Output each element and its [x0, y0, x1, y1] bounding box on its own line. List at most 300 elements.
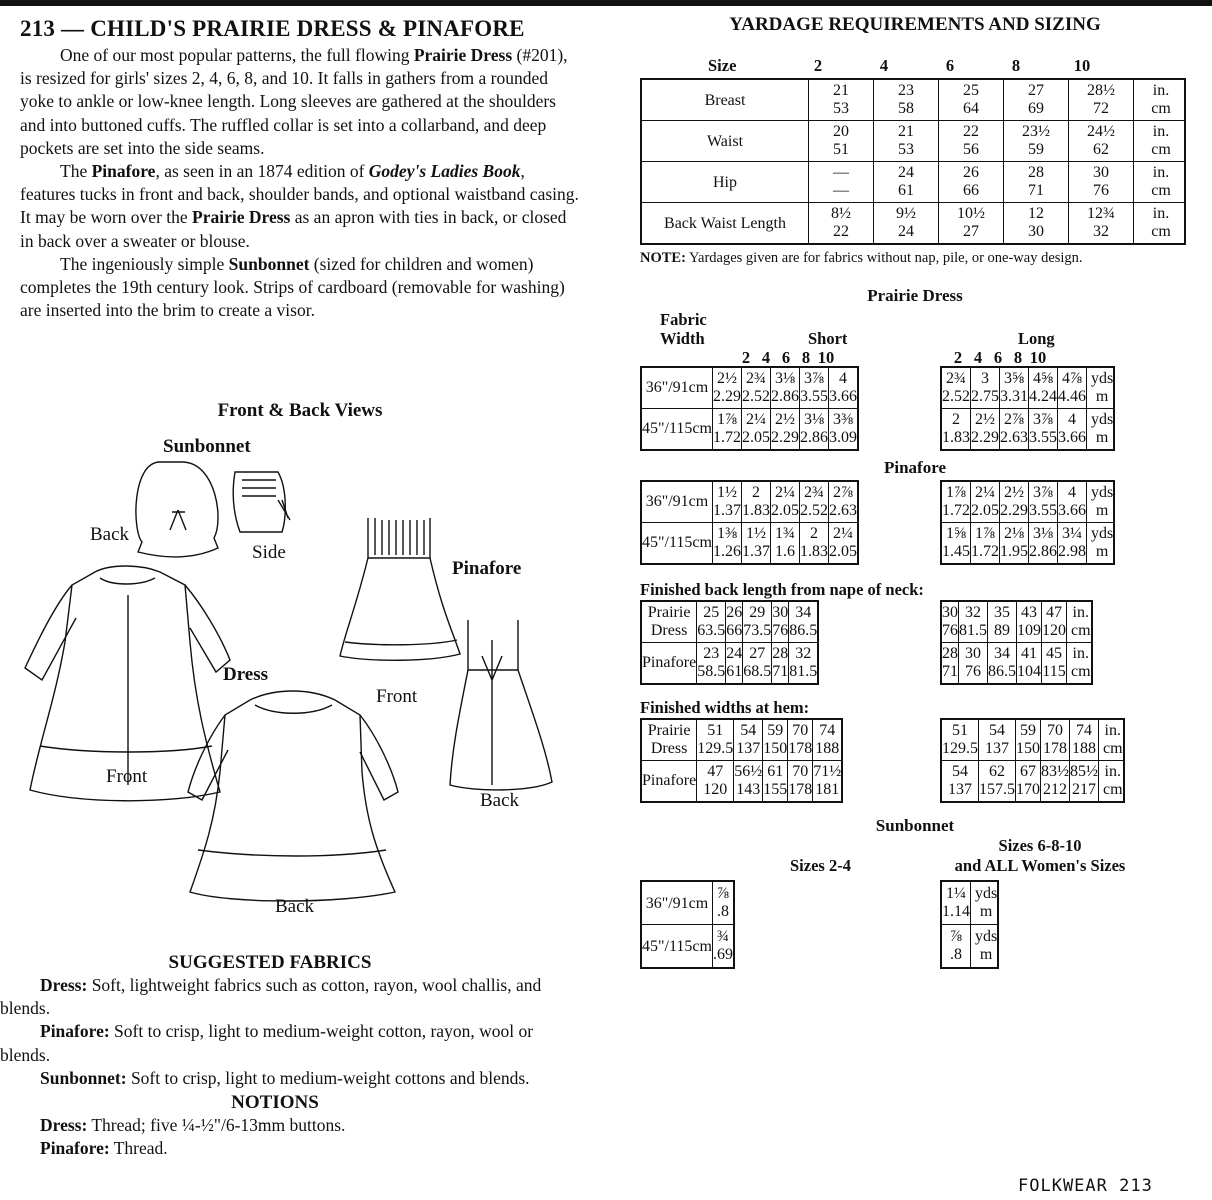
- dress-back-label: Back: [275, 896, 315, 917]
- value-a: 3: [981, 370, 989, 387]
- sizing-row: [641, 162, 1185, 203]
- yardage-cell: [772, 643, 789, 685]
- note-label: NOTE:: [640, 250, 686, 266]
- sizing-cell: [874, 121, 939, 162]
- value-b: 89: [994, 622, 1010, 639]
- yardage-row: [641, 719, 842, 761]
- yardage-row: [941, 481, 1114, 523]
- yardage-cell: [799, 481, 828, 523]
- yardage-cell: [712, 409, 741, 451]
- value-a: 24: [726, 645, 743, 662]
- value-a: 2⅞: [832, 484, 853, 501]
- value-b: 170: [1016, 781, 1040, 798]
- unit-cell: [1134, 162, 1186, 203]
- value-a: 47: [1046, 604, 1062, 621]
- row-label-text: Dress: [650, 622, 688, 639]
- yardage-cell: [726, 601, 743, 643]
- value-b: 157.5: [979, 781, 1015, 798]
- value-cm: 62: [1093, 141, 1109, 158]
- fabrics-heading: SUGGESTED FABRICS: [168, 952, 372, 973]
- value-b: 1.14: [942, 903, 970, 920]
- unit-cell: [1067, 601, 1092, 643]
- size-header-cell: 8: [1013, 348, 1023, 367]
- yardage-grid-long: [940, 480, 1115, 565]
- value-b: 2.86: [1029, 543, 1057, 560]
- yardage-cell: [763, 761, 788, 803]
- value-b: 3.66: [1058, 502, 1086, 519]
- value-in: 27: [1028, 82, 1044, 99]
- value-a: 1⅞: [946, 484, 966, 501]
- value-cm: 32: [1093, 223, 1109, 240]
- intro-text: (sized for children and women) completes the 19th century look. Strips of cardboard (removable for washing) are inserted into the brim to create a visor.: [20, 253, 565, 321]
- yardage-cell: [697, 761, 734, 803]
- note-text: Yardages given are for fabrics without nap, pile, or one-way design.: [685, 250, 1083, 266]
- size-header-cell: 8: [1011, 56, 1021, 75]
- value-a: 1½: [716, 484, 737, 501]
- value-b: 63.5: [697, 622, 726, 639]
- value-in: 10½: [957, 205, 985, 222]
- value-a: 23: [703, 645, 720, 662]
- prairie-heading: Prairie Dress: [867, 286, 963, 305]
- value-a: 74: [1076, 722, 1092, 739]
- value-a: 3⅛: [803, 411, 824, 428]
- value-a: 54: [989, 722, 1005, 739]
- yardage-cell: [772, 601, 789, 643]
- yardage-cell: [1016, 761, 1041, 803]
- yardage-grid-short: [640, 600, 819, 685]
- value-a: 30: [942, 604, 958, 621]
- value-a: 47: [707, 763, 724, 780]
- unit-a: yds: [1091, 525, 1114, 542]
- intro-text: as an apron with ties in back, or closed in back over a sweater or blouse.: [20, 207, 567, 251]
- value-b: 66: [726, 622, 743, 639]
- value-a: 59: [767, 722, 784, 739]
- sunbonnet-cell: [712, 881, 734, 925]
- short-label: Short: [808, 329, 848, 348]
- yardage-row: [641, 409, 858, 451]
- sizing-cell: [809, 121, 874, 162]
- yardage-cell: [941, 719, 979, 761]
- unit-cell: [1099, 761, 1124, 803]
- row-label-text: 36"/91cm: [645, 379, 709, 396]
- yardage-cell: [799, 409, 828, 451]
- yardage-cell: [941, 601, 959, 643]
- value-a: 1⅜: [716, 525, 737, 542]
- value-a: 1⅞: [716, 411, 737, 428]
- value-a: 34: [795, 604, 812, 621]
- yardage-heading: YARDAGE REQUIREMENTS AND SIZING: [729, 14, 1101, 35]
- unit-b: m: [1095, 543, 1109, 560]
- sunbonnet-col2b-label: and ALL Women's Sizes: [954, 856, 1126, 875]
- unit-a: yds: [1091, 370, 1114, 387]
- unit-cell: [1087, 481, 1115, 523]
- value-a: 32: [795, 645, 812, 662]
- value-in: 21: [898, 123, 914, 140]
- notion-pinafore: [0, 1137, 560, 1160]
- row-label: [641, 523, 712, 565]
- value-b: 86.5: [789, 622, 818, 639]
- yardage-row: [641, 523, 858, 565]
- value-a: 3⅞: [1033, 411, 1053, 428]
- value-a: 85½: [1070, 763, 1098, 780]
- sizing-row: [641, 121, 1185, 162]
- fabric-sunbonnet-label: Sunbonnet:: [40, 1067, 127, 1088]
- yardage-cell: [770, 523, 799, 565]
- yardage-cell: [712, 523, 741, 565]
- yardage-row: [641, 643, 818, 685]
- yardage-cell: [741, 409, 770, 451]
- yardage-cell: [941, 409, 971, 451]
- value-b: .8: [716, 903, 729, 920]
- yardage-cell: [1042, 601, 1067, 643]
- intro-text: , as seen in an 1874 edition of: [155, 161, 369, 182]
- yardage-row: [641, 761, 842, 803]
- yardage-cell: [1042, 643, 1067, 685]
- value-b: 155: [763, 781, 788, 798]
- row-label-text: Pinafore: [642, 654, 697, 671]
- intro-text: , features tucks in front and back, shoulder bands, and optional waistband casing. It may be worn over the: [20, 161, 579, 228]
- value-cm: 24: [898, 223, 914, 240]
- value-b: 212: [1043, 781, 1067, 798]
- value-b: 81.5: [959, 622, 987, 639]
- row-label-text: Pinafore: [642, 772, 697, 789]
- unit-b: cm: [1071, 622, 1091, 639]
- value-b: 1.83: [942, 429, 970, 446]
- value-b: 150: [1016, 740, 1040, 757]
- dress-label: Dress: [223, 664, 269, 685]
- yardage-row: [941, 367, 1114, 409]
- value-cm: 71: [1028, 182, 1044, 199]
- value-a: 56½: [734, 763, 763, 780]
- unit-in: in.: [1152, 82, 1170, 99]
- value-b: 2.29: [1000, 502, 1028, 519]
- sizing-table: [640, 78, 1186, 245]
- value-a: 1⅞: [975, 525, 995, 542]
- yardage-cell: [941, 761, 979, 803]
- intro-text: One of our most popular patterns, the full flowing: [60, 45, 414, 65]
- unit-in: in.: [1152, 205, 1170, 222]
- yardage-cell: [828, 409, 858, 451]
- row-label: [641, 643, 697, 685]
- yardage-cell: [971, 367, 1000, 409]
- value-a: 27: [749, 645, 766, 662]
- value-b: 217: [1072, 781, 1096, 798]
- yardage-cell: [941, 367, 971, 409]
- value-a: 1¾: [774, 525, 795, 542]
- yardage-cell: [1041, 719, 1070, 761]
- value-a: ⅞: [950, 928, 962, 945]
- unit-a: yds: [1091, 411, 1114, 428]
- value-a: 32: [965, 604, 981, 621]
- value-in: 30: [1093, 164, 1109, 181]
- size-header-cell: 6: [993, 348, 1003, 367]
- value-in: 21: [833, 82, 849, 99]
- unit-b: m: [1095, 502, 1109, 519]
- value-b: 3.66: [1058, 429, 1086, 446]
- value-in: 12¾: [1087, 205, 1115, 222]
- sizing-row: [641, 79, 1185, 121]
- value-b: 4.46: [1058, 388, 1086, 405]
- sizing-cell: [939, 121, 1004, 162]
- sizing-cell: [874, 203, 939, 245]
- value-cm: 58: [898, 100, 914, 117]
- long-label: Long: [1018, 329, 1055, 348]
- value-cm: 76: [1093, 182, 1109, 199]
- size-header-cell: 10: [817, 348, 835, 367]
- pinafore-heading: Pinafore: [883, 458, 946, 477]
- unit-in: in.: [1152, 164, 1170, 181]
- value-b: 2.05: [741, 429, 770, 446]
- value-a: 4: [1068, 411, 1076, 428]
- yardage-cell: [971, 523, 1000, 565]
- unit-cell: [1134, 203, 1186, 245]
- value-a: 1½: [745, 525, 766, 542]
- value-b: 73.5: [743, 622, 772, 639]
- value-cm: 53: [898, 141, 914, 158]
- value-a: 67: [1020, 763, 1036, 780]
- value-a: 45: [1046, 645, 1062, 662]
- unit-in: in.: [1152, 123, 1170, 140]
- intro-bold-italic: Godey's Ladies Book: [368, 161, 521, 182]
- value-cm: 61: [898, 182, 914, 199]
- yardage-note: [640, 250, 1200, 267]
- value-a: 2¾: [946, 370, 966, 387]
- intro-paragraph-pinafore: [20, 160, 580, 253]
- yardage-row: [941, 601, 1092, 643]
- sunbonnet-back-drawing: [136, 462, 218, 557]
- unit-cell: [1099, 719, 1124, 761]
- intro-text: (#201), is resized for girls' sizes 2, 4, 6, 8, and 10. It falls in gathers from a rounded yoke to ankle or low-knee length. Long sleeves are gathered at the shoulders and into buttoned cuffs. The ruffled collar is set into a collarband, and deep pockets are set into the side seams.: [20, 45, 568, 158]
- unit-cell: [1134, 121, 1186, 162]
- intro-text: The: [60, 161, 92, 182]
- unit-b: m: [979, 903, 993, 920]
- intro-bold: Sunbonnet: [228, 253, 310, 274]
- value-a: 25: [703, 604, 720, 621]
- row-label-text: 45"/115cm: [642, 420, 712, 437]
- value-b: 3.66: [828, 388, 857, 405]
- yardage-cell: [1070, 761, 1099, 803]
- notion-dress-label: Dress:: [40, 1115, 88, 1136]
- yardage-cell: [788, 719, 813, 761]
- yardage-cell: [1000, 481, 1029, 523]
- value-cm: 64: [963, 100, 979, 117]
- yardage-grid-long: [940, 600, 1093, 685]
- yardage-cell: [1017, 643, 1042, 685]
- yardage-cell: [788, 761, 813, 803]
- value-b: 2.63: [828, 502, 857, 519]
- yardage-cell: [988, 643, 1017, 685]
- sizing-row-label: Back Waist Length: [641, 203, 809, 245]
- fabric-pinafore-text: Soft to crisp, light to medium-weight cotton, rayon, wool or blends.: [0, 1021, 534, 1065]
- value-cm: 27: [963, 223, 979, 240]
- size-header-cell: 2: [813, 56, 823, 75]
- value-a: 2: [809, 525, 818, 542]
- yardage-grid-short: [640, 480, 859, 565]
- pinafore-front-drawing: [340, 518, 460, 660]
- value-b: 1.45: [942, 543, 970, 560]
- sizing-row: [641, 203, 1185, 245]
- value-b: 58.5: [697, 663, 726, 680]
- yardage-cell: [1000, 523, 1029, 565]
- value-b: 1.83: [741, 502, 770, 519]
- intro-bold: Prairie Dress: [413, 45, 513, 65]
- unit-a: yds: [1091, 484, 1114, 501]
- unit-cell: [1087, 409, 1115, 451]
- yardage-cell: [1041, 761, 1070, 803]
- notion-pinafore-label: Pinafore:: [40, 1138, 110, 1159]
- yardage-cell: [1058, 523, 1087, 565]
- value-a: 30: [772, 604, 789, 621]
- value-a: 2⅛: [1004, 525, 1024, 542]
- unit-a: in.: [1072, 645, 1089, 662]
- value-in: 25: [963, 82, 979, 99]
- value-b: 188: [815, 740, 840, 757]
- unit-a: in.: [1072, 604, 1089, 621]
- value-b: 4.24: [1029, 388, 1057, 405]
- sizing-cell: [939, 79, 1004, 121]
- pinafore-label: Pinafore: [452, 558, 522, 579]
- sizing-cell: [809, 79, 874, 121]
- value-a: 2½: [975, 411, 995, 428]
- sizing-cell: [809, 162, 874, 203]
- yardage-grid-long: [940, 718, 1125, 803]
- value-b: 178: [788, 740, 813, 757]
- yardage-cell: [743, 643, 772, 685]
- sizing-cell: [1069, 203, 1134, 245]
- value-in: 24: [898, 164, 914, 181]
- sizing-cell: [1004, 79, 1069, 121]
- notion-dress: [0, 1114, 560, 1137]
- pinafore-back-label: Back: [480, 790, 520, 811]
- value-b: 188: [1072, 740, 1096, 757]
- value-a: 51: [707, 722, 724, 739]
- value-b: 178: [1043, 740, 1067, 757]
- value-a: 26: [726, 604, 743, 621]
- fabric-pinafore-label: Pinafore:: [40, 1021, 110, 1042]
- value-b: 178: [788, 781, 813, 798]
- yardage-row: [941, 719, 1124, 761]
- sunbonnet-side-drawing: [233, 472, 290, 532]
- value-b: 2.29: [712, 388, 741, 405]
- value-b: 3.55: [799, 388, 828, 405]
- value-a: 59: [1020, 722, 1036, 739]
- sizing-cell: [1004, 162, 1069, 203]
- value-in: 23: [898, 82, 914, 99]
- fabric-width-label: Fabric Width: [660, 310, 707, 348]
- value-a: 83½: [1041, 763, 1069, 780]
- value-b: 61: [726, 663, 743, 680]
- sizing-grid: [640, 78, 1186, 245]
- value-a: 30: [965, 645, 981, 662]
- value-a: 70: [792, 763, 809, 780]
- value-b: 68.5: [743, 663, 772, 680]
- value-b: 2.63: [1000, 429, 1028, 446]
- size-header-cell: 2: [953, 348, 963, 367]
- unit-b: cm: [1103, 740, 1123, 757]
- sizing-cell: [1069, 121, 1134, 162]
- unit-cell: [971, 925, 999, 969]
- unit-cell: [1067, 643, 1092, 685]
- sunbonnet-cell: [941, 925, 971, 969]
- value-in: 8½: [831, 205, 851, 222]
- unit-cm: cm: [1151, 141, 1171, 158]
- front-back-views: [20, 380, 560, 920]
- value-a: 41: [1021, 645, 1037, 662]
- yardage-cell: [741, 481, 770, 523]
- value-b: 2.86: [799, 429, 828, 446]
- yardage-cell: [1000, 409, 1029, 451]
- unit-a: yds: [975, 928, 998, 945]
- value-in: 28: [1028, 164, 1044, 181]
- yardage-cell: [828, 367, 858, 409]
- value-b: 71: [942, 663, 958, 680]
- value-b: 137: [948, 781, 972, 798]
- value-cm: 59: [1028, 141, 1044, 158]
- value-a: 2¾: [803, 484, 824, 501]
- yardage-cell: [712, 367, 741, 409]
- value-a: 35: [994, 604, 1010, 621]
- value-b: .8: [950, 946, 962, 963]
- unit-a: yds: [975, 885, 998, 902]
- sizing-cell: [1069, 79, 1134, 121]
- value-a: 3⅝: [1004, 370, 1024, 387]
- size-header-cell: 10: [1029, 348, 1047, 367]
- yardage-cell: [1029, 481, 1058, 523]
- value-b: 2.98: [1058, 543, 1086, 560]
- value-a: 2¼: [975, 484, 995, 501]
- yardage-cell: [813, 719, 843, 761]
- value-cm: 56: [963, 141, 979, 158]
- sunbonnet-side-label: Side: [252, 542, 286, 563]
- unit-b: cm: [1071, 663, 1091, 680]
- value-b: 1.37: [741, 543, 770, 560]
- value-cm: 72: [1093, 100, 1109, 117]
- yardage-cell: [1058, 409, 1087, 451]
- value-a: 54: [740, 722, 757, 739]
- value-b: 104: [1017, 663, 1041, 680]
- value-cm: 22: [833, 223, 849, 240]
- yardage-cell: [712, 481, 741, 523]
- sizing-cell: [1004, 203, 1069, 245]
- value-b: 76: [772, 622, 789, 639]
- yardage-cell: [979, 761, 1016, 803]
- value-a: 74: [819, 722, 836, 739]
- value-b: 3.55: [1029, 502, 1057, 519]
- size-header-cell: 4: [761, 348, 771, 367]
- dress-front-drawing: [25, 566, 230, 801]
- sizing-cell: [1004, 121, 1069, 162]
- row-label: 36"/91cm: [641, 881, 712, 925]
- yardage-cell: [734, 719, 763, 761]
- value-b: 1.26: [712, 543, 741, 560]
- yardage-cell: [741, 367, 770, 409]
- value-a: 2¾: [745, 370, 766, 387]
- value-b: 2.05: [770, 502, 799, 519]
- unit-cell: [1087, 523, 1115, 565]
- value-in: 9½: [896, 205, 916, 222]
- value-b: 2.52: [799, 502, 828, 519]
- unit-b: cm: [1103, 781, 1123, 798]
- value-b: 76: [942, 622, 958, 639]
- value-a: 4⅝: [1033, 370, 1053, 387]
- yardage-cell: [959, 643, 988, 685]
- value-a: 2¼: [774, 484, 795, 501]
- yardage-row: [941, 643, 1092, 685]
- value-b: 137: [985, 740, 1009, 757]
- value-cm: 30: [1028, 223, 1044, 240]
- row-label-text: 45"/115cm: [642, 534, 712, 551]
- intro-paragraph-sunbonnet: [20, 253, 580, 323]
